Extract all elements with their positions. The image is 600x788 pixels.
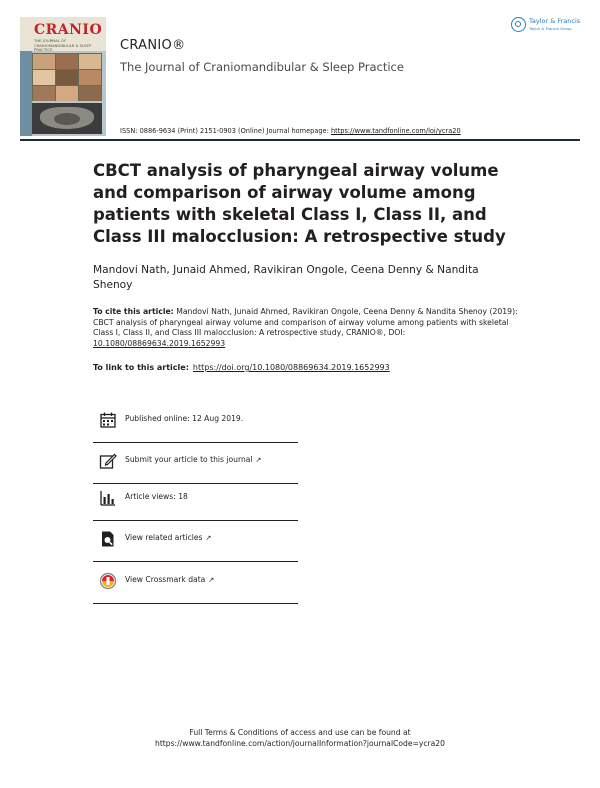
article-views-text: Article views: 18	[125, 492, 188, 501]
issn-line	[120, 127, 461, 135]
row-divider	[93, 603, 298, 604]
published-online-row	[93, 407, 298, 443]
calendar-icon	[99, 411, 117, 429]
cover-title: CRANIO	[34, 22, 103, 38]
publisher-logo[interactable]	[511, 16, 583, 38]
crossmark-row[interactable]	[93, 568, 298, 604]
article-link	[93, 363, 523, 372]
taylor-francis-logo-icon	[511, 17, 526, 32]
related-articles-link[interactable]	[125, 533, 211, 542]
external-link-icon: ↗	[208, 576, 215, 584]
cover-subtitle: THE JOURNAL OF CRANIOMANDIBULAR & SLEEP PRACTICE	[34, 38, 92, 53]
row-divider	[93, 561, 298, 562]
citation-doi-link[interactable]: 10.1080/08869634.2019.1652993	[93, 338, 226, 348]
bar-chart-icon	[99, 489, 117, 507]
article-views-row	[93, 485, 298, 521]
footer-terms-text: Full Terms & Conditions of access and use can be found at	[189, 728, 411, 737]
row-divider	[93, 483, 298, 484]
journal-homepage-link[interactable]: https://www.tandfonline.com/loi/ycra20	[330, 127, 461, 135]
submit-article-link[interactable]	[125, 455, 261, 464]
related-articles-text: View related articles	[125, 533, 203, 542]
publisher-tagline: Taylor & Francis Group	[529, 26, 572, 31]
citation-label: To cite this article:	[93, 307, 174, 316]
crossmark-link[interactable]	[125, 575, 214, 584]
external-link-icon: ↗	[255, 456, 262, 464]
citation	[93, 307, 523, 349]
journal-cover-image	[20, 17, 106, 136]
row-divider	[93, 520, 298, 521]
header-divider	[20, 139, 580, 141]
issn-text: ISSN: 0886-9634 (Print) 2151-0903 (Online) Journal homepage:	[120, 127, 331, 135]
article-title: CBCT analysis of pharyngeal airway volume and comparison of airway volume among patients with skeletal Class I, Class II, and Class III malocclusion: A retrospective study	[93, 161, 506, 246]
article-doi-url[interactable]: https://doi.org/10.1080/08869634.2019.1652993	[192, 363, 390, 372]
journal-name: CRANIO®	[120, 38, 186, 53]
crossmark-icon	[99, 572, 117, 590]
external-link-icon: ↗	[205, 534, 212, 542]
edit-icon	[99, 452, 117, 470]
journal-full-title: The Journal of Craniomandibular & Sleep Practice	[120, 60, 404, 74]
publisher-name: Taylor & Francis	[529, 17, 581, 25]
crossmark-text: View Crossmark data	[125, 575, 206, 584]
article-authors: Mandovi Nath, Junaid Ahmed, Ravikiran Ongole, Ceena Denny & Nandita Shenoy	[93, 264, 479, 291]
search-document-icon	[99, 530, 117, 548]
submit-article-text: Submit your article to this journal	[125, 455, 253, 464]
row-divider	[93, 442, 298, 443]
citation-text: Mandovi Nath, Junaid Ahmed, Ravikiran Ongole, Ceena Denny & Nandita Shenoy (2019): CBCT analysis of pharyngeal airway volume and comparison of airway volume among patients with skeletal Class I, Class II, and Class III malocclusion: A retrospective study, CRANIO®, DOI:	[93, 307, 518, 338]
article-link-label: To link to this article:	[93, 363, 189, 372]
related-articles-row[interactable]	[93, 526, 298, 562]
submit-article-row[interactable]	[93, 448, 298, 484]
footer	[0, 727, 600, 749]
footer-terms-link[interactable]: https://www.tandfonline.com/action/journalInformation?journalCode=ycra20	[155, 739, 445, 748]
published-online-text: Published online: 12 Aug 2019.	[125, 414, 244, 423]
